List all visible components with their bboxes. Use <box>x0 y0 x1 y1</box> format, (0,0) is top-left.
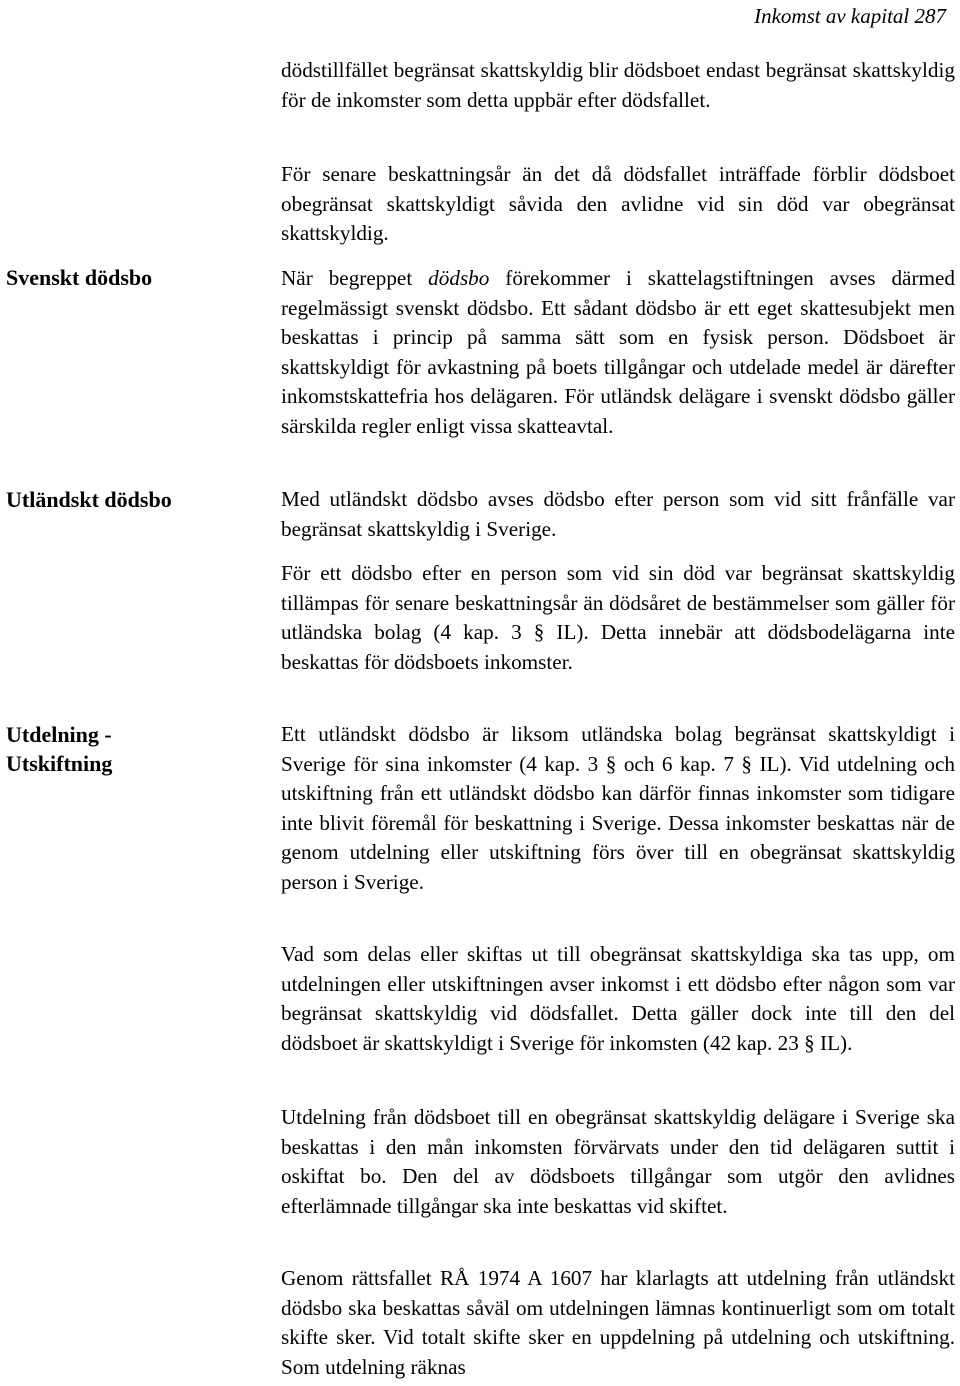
paragraph-1: dödstillfället begränsat skattskyldig blir dödsboet endast begränsat skattskyldig för de inkomster som detta uppbär efter dödsfallet. <box>281 58 955 112</box>
page-number: 287 <box>914 4 946 28</box>
paragraph-5: För ett dödsbo efter en person som vid sin död var begränsat skattskyldig tillämpas för senare beskattningsår än dödsåret de bestämmelser som gäller för utländska bolag (4 kap. 3 § IL). Detta innebär att dödsbodelägarna inte beskattas för dödsboets inkomster. <box>281 561 955 674</box>
paragraph-3 <box>281 264 955 442</box>
paragraph-8: Utdelning från dödsboet till en obegränsat skattskyldig delägare i Sverige ska beskattas i den mån inkomsten förvärvats under den tid delägaren suttit i oskiftat bo. Den del av dödsboets tillgångar som utgör den avlidnes efterlämnade tillgångar ska inte beskattas vid skiftet. <box>281 1105 955 1218</box>
margin-note-utlandskt-dodsbo: Utländskt dödsbo <box>6 487 172 512</box>
margin-note-svenskt-dodsbo: Svenskt dödsbo <box>6 265 153 290</box>
paragraph-3-term: dödsbo <box>428 266 490 290</box>
running-header <box>754 4 946 29</box>
paragraph-7: Vad som delas eller skiftas ut till obegränsat skattskyldiga ska tas upp, om utdelningen eller utskiftningen avser inkomst i ett dödsbo efter någon som var begränsat skattskyldig vid dödsfallet. Detta gäller dock inte till den del dödsboet är skattskyldigt i Sverige för inkomsten (42 kap. 23 § IL). <box>281 942 955 1055</box>
paragraph-2: För senare beskattningsår än det då dödsfallet inträffade förblir dödsboet obegränsat skattskyldigt såvida den avlidne vid sin död var obegränsat skattskyldig. <box>281 162 955 246</box>
margin-note-utdelning-line1: Utdelning - <box>6 722 112 747</box>
paragraph-4: Med utländskt dödsbo avses dödsbo efter person som vid sitt frånfälle var begränsat skattskyldig i Sverige. <box>281 487 955 541</box>
margin-note-utdelning-line2: Utskiftning <box>6 751 113 776</box>
paragraph-3-intro: När begreppet <box>281 266 429 290</box>
paragraph-9: Genom rättsfallet RÅ 1974 A 1607 har klarlagts att utdelning från utländskt dödsbo ska beskattas såväl om utdelningen lämnas kontinuerligt som om totalt skifte sker. Vid totalt skifte sker en uppdelning på utdelning och utskiftning. Som utdelning räknas <box>281 1266 955 1379</box>
running-title: Inkomst av kapital <box>754 4 910 28</box>
margin-note-utdelning <box>6 720 246 778</box>
paragraph-3-body: förekommer i skattelagstiftningen avses därmed regelmässigt svenskt dödsbo. Ett sådant dödsbo är ett eget skattesubjekt men beskattas i princip på samma sätt som en fysisk person. Dödsboet är skattskyldigt för avkastning på boets tillgångar och utdelade medel är därefter inkomstskattefria hos delägaren. För utländsk delägare i svenskt dödsbo gäller särskilda regler enligt vissa skatteavtal. <box>281 266 955 438</box>
paragraph-6: Ett utländskt dödsbo är liksom utländska bolag begränsat skattskyldigt i Sverige för sina inkomster (4 kap. 3 § och 6 kap. 7 § IL). Vid utdelning och utskiftning från ett utländskt dödsbo kan därför finnas inkomster som tidigare inte blivit föremål för beskattning i Sverige. Dessa inkomster beskattas när de genom utdelning eller utskiftning förs över till en obegränsat skattskyldig person i Sverige. <box>281 722 955 894</box>
